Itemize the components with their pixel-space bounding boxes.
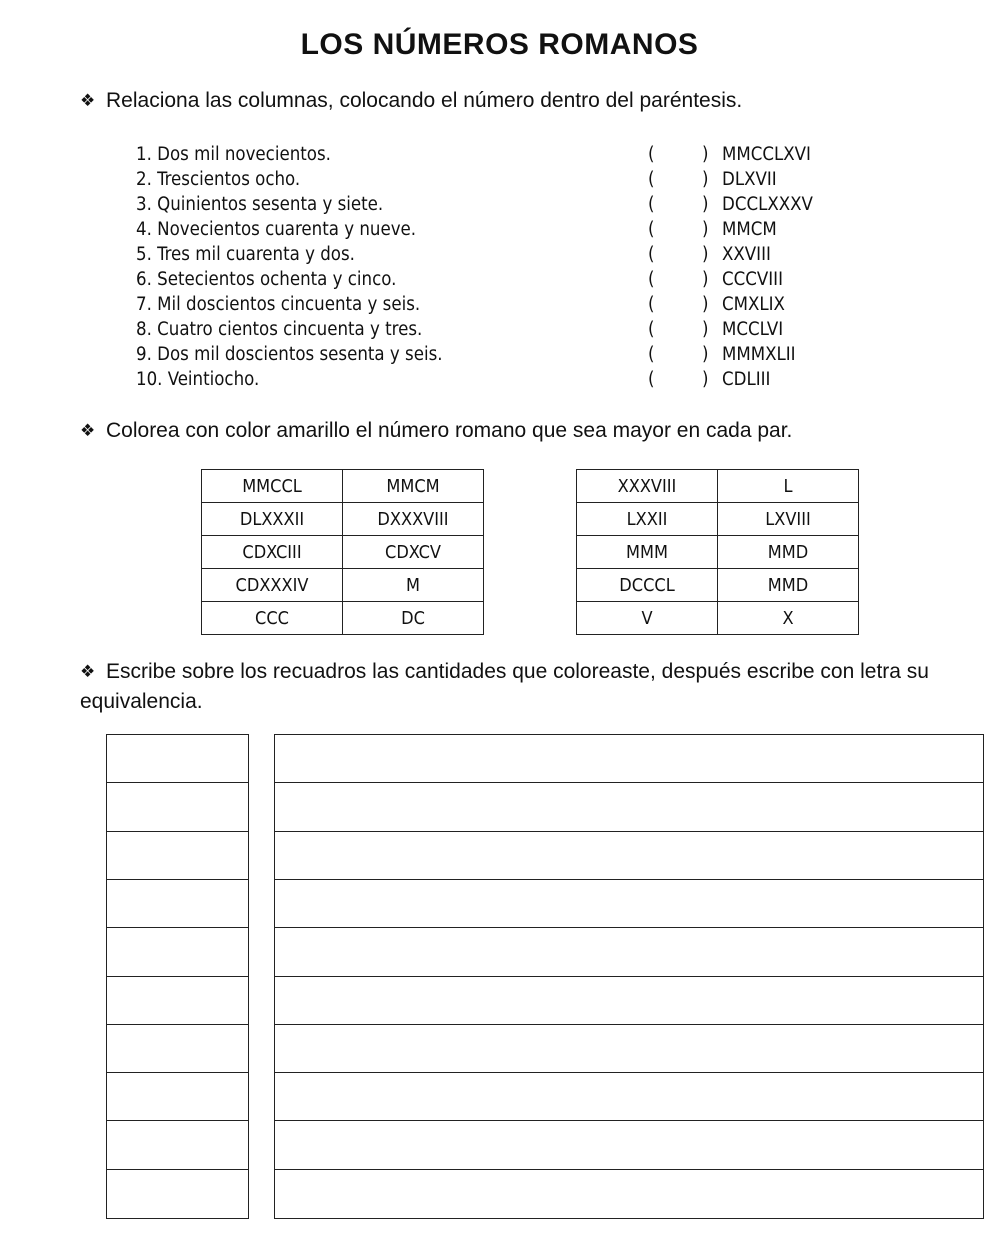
box-divider <box>275 782 983 783</box>
answer-paren-close: ) <box>702 219 709 240</box>
instruction-write <box>80 657 980 717</box>
matching-item-text: 7. Mil doscientos cincuenta y seis. <box>136 294 421 315</box>
answer-paren-close: ) <box>702 369 709 390</box>
answer-paren-close: ) <box>702 169 709 190</box>
answer-paren-close: ) <box>702 194 709 215</box>
matching-item-text: 1. Dos mil novecientos. <box>136 144 331 165</box>
roman-cell[interactable]: MMD <box>718 536 859 569</box>
table-row <box>202 536 484 569</box>
roman-cell[interactable]: MMM <box>577 536 718 569</box>
table-row <box>202 470 484 503</box>
box-divider <box>275 976 983 977</box>
answer-paren-open[interactable]: ( <box>648 369 655 390</box>
matching-item-text: 9. Dos mil doscientos sesenta y seis. <box>136 344 443 365</box>
instruction-color <box>80 416 792 446</box>
answer-paren-close: ) <box>702 144 709 165</box>
roman-cell[interactable]: DCCCL <box>577 569 718 602</box>
answer-paren-close: ) <box>702 344 709 365</box>
matching-row <box>136 167 856 192</box>
table-row <box>202 569 484 602</box>
box-divider <box>275 879 983 880</box>
box-divider <box>107 1120 248 1121</box>
box-divider <box>107 831 248 832</box>
diamond-bullet-icon: ❖ <box>80 91 96 110</box>
roman-pairs-table-right <box>576 469 859 635</box>
answer-paren-close: ) <box>702 319 709 340</box>
roman-cell[interactable]: LXVIII <box>718 503 859 536</box>
matching-item-text: 6. Setecientos ochenta y cinco. <box>136 269 397 290</box>
instruction-text: Escribe sobre los recuadros las cantidades que coloreaste, después escribe con letra su equivalencia. <box>80 660 929 713</box>
answer-paren-close: ) <box>702 294 709 315</box>
roman-cell[interactable]: CDXXXIV <box>202 569 343 602</box>
matching-row <box>136 217 856 242</box>
roman-cell[interactable]: CDXCV <box>343 536 484 569</box>
matching-item-text: 4. Novecientos cuarenta y nueve. <box>136 219 417 240</box>
box-divider <box>107 1169 248 1170</box>
roman-cell[interactable]: DC <box>343 602 484 635</box>
matching-item-text: 10. Veintiocho. <box>136 369 260 390</box>
matching-row <box>136 317 856 342</box>
roman-cell[interactable]: X <box>718 602 859 635</box>
instruction-text: Relaciona las columnas, colocando el número dentro del paréntesis. <box>106 89 743 112</box>
roman-cell[interactable]: MMD <box>718 569 859 602</box>
words-boxes-column[interactable] <box>274 734 984 1219</box>
answer-paren-open[interactable]: ( <box>648 169 655 190</box>
instruction-matching <box>80 86 742 116</box>
table-row <box>577 569 859 602</box>
answer-paren-close: ) <box>702 244 709 265</box>
answer-paren-open[interactable]: ( <box>648 269 655 290</box>
matching-row <box>136 292 856 317</box>
box-divider <box>107 782 248 783</box>
roman-pairs-table-left <box>201 469 484 635</box>
answer-paren-open[interactable]: ( <box>648 344 655 365</box>
table-row <box>202 503 484 536</box>
matching-list <box>136 142 856 392</box>
box-divider <box>107 1024 248 1025</box>
box-divider <box>107 1072 248 1073</box>
box-divider <box>275 1024 983 1025</box>
matching-item-text: 5. Tres mil cuarenta y dos. <box>136 244 355 265</box>
roman-cell[interactable]: M <box>343 569 484 602</box>
roman-cell[interactable]: CCC <box>202 602 343 635</box>
answer-paren-open[interactable]: ( <box>648 294 655 315</box>
table-row <box>577 503 859 536</box>
matching-row <box>136 242 856 267</box>
table-row <box>577 536 859 569</box>
diamond-bullet-icon: ❖ <box>80 421 96 440</box>
answer-paren-open[interactable]: ( <box>648 319 655 340</box>
roman-cell[interactable]: V <box>577 602 718 635</box>
answer-paren-open[interactable]: ( <box>648 144 655 165</box>
roman-cell[interactable]: MMCM <box>343 470 484 503</box>
box-divider <box>275 831 983 832</box>
instruction-text: Colorea con color amarillo el número romano que sea mayor en cada par. <box>106 419 793 442</box>
matching-row <box>136 342 856 367</box>
matching-roman-numeral: MCCLVI <box>722 319 784 340</box>
box-divider <box>275 927 983 928</box>
matching-item-text: 2. Trescientos ocho. <box>136 169 301 190</box>
matching-row <box>136 367 856 392</box>
matching-row <box>136 142 856 167</box>
box-divider <box>107 927 248 928</box>
matching-roman-numeral: DCCLXXXV <box>722 194 813 215</box>
roman-cell[interactable]: DLXXXII <box>202 503 343 536</box>
box-divider <box>107 879 248 880</box>
answer-paren-open[interactable]: ( <box>648 194 655 215</box>
box-divider <box>107 976 248 977</box>
roman-cell[interactable]: L <box>718 470 859 503</box>
roman-cell[interactable]: MMCCL <box>202 470 343 503</box>
box-divider <box>275 1120 983 1121</box>
roman-cell[interactable]: XXXVIII <box>577 470 718 503</box>
diamond-bullet-icon: ❖ <box>80 662 96 681</box>
table-row <box>202 602 484 635</box>
matching-roman-numeral: CMXLIX <box>722 294 785 315</box>
box-divider <box>275 1169 983 1170</box>
matching-roman-numeral: CCCVIII <box>722 269 783 290</box>
matching-item-text: 3. Quinientos sesenta y siete. <box>136 194 384 215</box>
answer-paren-open[interactable]: ( <box>648 244 655 265</box>
matching-roman-numeral: MMMXLII <box>722 344 796 365</box>
roman-cell[interactable]: CDXCIII <box>202 536 343 569</box>
roman-cell[interactable]: DXXXVIII <box>343 503 484 536</box>
matching-roman-numeral: MMCM <box>722 219 777 240</box>
matching-row <box>136 267 856 292</box>
answer-paren-close: ) <box>702 269 709 290</box>
matching-roman-numeral: MMCCLXVI <box>722 144 811 165</box>
matching-item-text: 8. Cuatro cientos cincuenta y tres. <box>136 319 423 340</box>
table-row <box>577 602 859 635</box>
matching-roman-numeral: DLXVII <box>722 169 777 190</box>
answer-paren-open[interactable]: ( <box>648 219 655 240</box>
matching-row <box>136 192 856 217</box>
table-row <box>577 470 859 503</box>
number-boxes-column[interactable] <box>106 734 249 1219</box>
matching-roman-numeral: CDLIII <box>722 369 771 390</box>
matching-roman-numeral: XXVIII <box>722 244 771 265</box>
page-title: LOS NÚMEROS ROMANOS <box>300 28 699 61</box>
roman-cell[interactable]: LXXII <box>577 503 718 536</box>
box-divider <box>275 1072 983 1073</box>
